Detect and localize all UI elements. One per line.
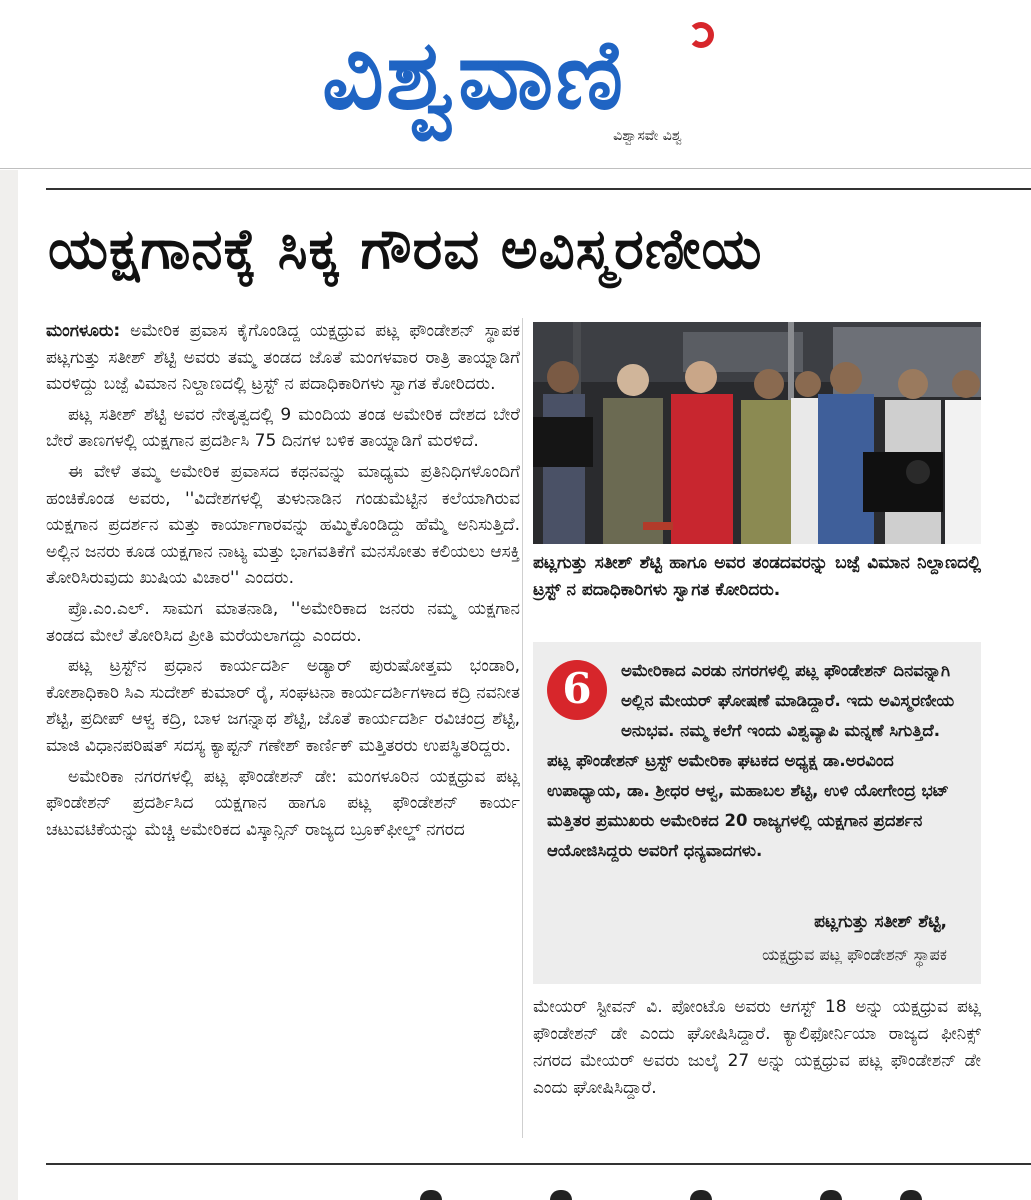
logo-tagline: ವಿಶ್ವಾಸವೇ ವಿಶ್ವ bbox=[613, 128, 682, 144]
article-paragraph-4: ಪ್ರೊ.ಎಂ.ಎಲ್. ಸಾಮಗ ಮಾತನಾಡಿ, ''ಅಮೇರಿಕಾದ ಜನರು ನಮ್ಮ ಯಕ್ಷಗಾನ ತಂಡದ ಮೇಲೆ ತೋರಿಸಿದ ಪ್ರೀತಿ ಮರೆಯಲಾಗದ್ದು ಎಂದರು. bbox=[46, 598, 520, 646]
page-margin-strip bbox=[0, 170, 18, 1200]
quote-icon-spacer bbox=[547, 656, 621, 744]
cutoff-glyph bbox=[420, 1190, 442, 1200]
quote-author-role: ಯಕ್ಷಧ್ರುವ ಪಟ್ಲ ಫೌಂಡೇಶನ್ ಸ್ಥಾಪಕ bbox=[762, 945, 947, 964]
article-continuation: ಮೇಯರ್ ಸ್ಟೀವನ್ ವಿ. ಪೋಂಟೊ ಅವರು ಆಗಸ್ಟ್ 18 ಅನ್ನು ಯಕ್ಷಧ್ರುವ ಪಟ್ಲ ಫೌಂಡೇಶನ್ ಡೇ ಎಂದು ಘೋಷಿಸಿದ್ದಾರೆ. ಕ್ಯಾಲಿಫೋರ್ನಿಯಾ ರಾಜ್ಯದ ಫೀನಿಕ್ಸ್ ನಗರದ ಮೇಯರ್ ಅವರು ಜುಲೈ 27 ಅನ್ನು ಯಕ್ಷಧ್ರುವ ಪಟ್ಲ ಫೌಂಡೇಶನ್ ಡೇ ಎಂದು ಘೋಷಿಸಿದ್ದಾರೆ. bbox=[533, 997, 981, 1098]
article-photo bbox=[533, 322, 981, 544]
pull-quote-box bbox=[533, 642, 981, 984]
photo-illustration bbox=[533, 322, 981, 544]
next-article-cutoff bbox=[380, 1190, 940, 1200]
cutoff-glyph bbox=[900, 1190, 922, 1200]
pull-quote-body: ಅಮೇರಿಕಾದ ಎರಡು ನಗರಗಳಲ್ಲಿ ಪಟ್ಲ ಫೌಂಡೇಶನ್ ದಿನವನ್ನಾಗಿ ಅಲ್ಲಿನ ಮೇಯರ್ ಘೋಷಣೆ ಮಾಡಿದ್ದಾರೆ. ಇದು ಅವಿಸ್ಮರಣೀಯ ಅನುಭವ. ನಮ್ಮ ಕಲೆಗೆ ಇಂದು ವಿಶ್ವವ್ಯಾಪಿ ಮನ್ನಣೆ ಸಿಗುತ್ತಿದೆ. ಪಟ್ಲ ಫೌಂಡೇಶನ್ ಟ್ರಸ್ಟ್ ಅಮೇರಿಕಾ ಘಟಕದ ಅಧ್ಯಕ್ಷ ಡಾ.ಅರವಿಂದ ಉಪಾಧ್ಯಾಯ, ಡಾ. ಶ್ರೀಧರ ಆಳ್ವ, ಮಹಾಬಲ ಶೆಟ್ಟಿ, ಉಳಿ ಯೋಗೇಂದ್ರ ಭಟ್ ಮತ್ತಿತರ ಪ್ರಮುಖರು ಅಮೇರಿಕದ 20 ರಾಜ್ಯಗಳಲ್ಲಿ ಯಕ್ಷಗಾನ ಪ್ರದರ್ಶನ ಆಯೋಜಿಸಿದ್ದರು ಅವರಿಗೆ ಧನ್ಯವಾದಗಳು. bbox=[547, 661, 955, 860]
cutoff-glyph bbox=[690, 1190, 712, 1200]
article-paragraph-5: ಪಟ್ಲ ಟ್ರಸ್ಟ್‌ನ ಪ್ರಧಾನ ಕಾರ್ಯದರ್ಶಿ ಅಡ್ಯಾರ್ ಪುರುಷೋತ್ತಮ ಭಂಡಾರಿ, ಕೋಶಾಧಿಕಾರಿ ಸಿಎ ಸುದೇಶ್ ಕುಮಾರ್ ರೈ, ಸಂಘಟನಾ ಕಾರ್ಯದರ್ಶಿಗಳಾದ ಕದ್ರಿ ನವನೀತ ಶೆಟ್ಟಿ, ಪ್ರದೀಪ್ ಆಳ್ವ ಕದ್ರಿ, ಬಾಳ ಜಗನ್ನಾಥ ಶೆಟ್ಟಿ, ಜೊತೆ ಕಾರ್ಯದರ್ಶಿ ರವಿಚಂದ್ರ ಶೆಟ್ಟಿ, ಮಾಜಿ ವಿಧಾನಪರಿಷತ್ ಸದಸ್ಯ ಕ್ಯಾಪ್ಟನ್ ಗಣೇಶ್ ಕಾರ್ಣಿಕ್ ಮತ್ತಿತರರು ಉಪಸ್ಥಿತರಿದ್ದರು. bbox=[46, 656, 520, 756]
logo-wordmark: ವಿಶ್ವವಾಣಿ bbox=[322, 19, 626, 131]
dateline: ಮಂಗಳೂರು: bbox=[46, 321, 121, 341]
cutoff-glyph bbox=[820, 1190, 842, 1200]
article-paragraph-6: ಅಮೇರಿಕಾ ನಗರಗಳಲ್ಲಿ ಪಟ್ಲ ಫೌಂಡೇಶನ್ ಡೇ: ಮಂಗಳೂರಿನ ಯಕ್ಷಧ್ರುವ ಪಟ್ಲ ಫೌಂಡೇಶನ್ ಪ್ರದರ್ಶಿಸಿದ ಯಕ್ಷಗಾನ ಹಾಗೂ ಪಟ್ಲ ಫೌಂಡೇಶನ್ ಕಾರ್ಯ ಚಟುವಟಿಕೆಯನ್ನು ಮೆಚ್ಚಿ ಅಮೇರಿಕದ ವಿಸ್ಕಾನ್ಸಿನ್ ರಾಜ್ಯದ ಬ್ರೂಕ್‌ಫೀಲ್ಡ್ ನಗರದ bbox=[46, 766, 520, 840]
photo-caption: ಪಟ್ಲಗುತ್ತು ಸತೀಶ್ ಶೆಟ್ಟಿ ಹಾಗೂ ಅವರ ತಂಡದವರನ್ನು ಬಜ್ಪೆ ವಿಮಾನ ನಿಲ್ದಾಣದಲ್ಲಿ ಟ್ರಸ್ಟ್ ನ ಪದಾಧಿಕಾರಿಗಳು ಸ್ವಾಗತ ಕೋರಿದರು. bbox=[533, 553, 981, 600]
masthead-rule bbox=[0, 168, 1031, 169]
article-bottom-rule bbox=[46, 1163, 1031, 1165]
column-divider bbox=[522, 318, 523, 1138]
quote-author: ಪಟ್ಲಗುತ್ತು ಸತೀಶ್ ಶೆಟ್ಟಿ, bbox=[814, 912, 947, 932]
article-body-left-column bbox=[46, 318, 520, 847]
cutoff-glyph bbox=[550, 1190, 572, 1200]
pull-quote-text bbox=[547, 656, 967, 866]
article-headline: ಯಕ್ಷಗಾನಕ್ಕೆ ಸಿಕ್ಕ ಗೌರವ ಅವಿಸ್ಮರಣೀಯ bbox=[48, 217, 763, 282]
article-paragraph-3: ಈ ವೇಳೆ ತಮ್ಮ ಅಮೇರಿಕ ಪ್ರವಾಸದ ಕಥನವನ್ನು ಮಾಧ್ಯಮ ಪ್ರತಿನಿಧಿಗಳೊಂದಿಗೆ ಹಂಚಿಕೊಂಡ ಅವರು, ''ವಿದೇಶಗಳಲ್ಲಿ ತುಳುನಾಡಿನ ಗಂಡುಮೆಟ್ಟಿನ ಕಲೆಯಾಗಿರುವ ಯಕ್ಷಗಾನ ಪ್ರದರ್ಶನ ಮತ್ತು ಕಾರ್ಯಾಗಾರವನ್ನು ಹಮ್ಮಿಕೊಂಡಿದ್ದು ಹೆಮ್ಮೆ ಅನಿಸುತ್ತಿದೆ. ಅಲ್ಲಿನ ಜನರು ಕೂಡ ಯಕ್ಷಗಾನ ನಾಟ್ಯ ಮತ್ತು ಭಾಗವತಿಕೆಗೆ ಮನಸೋತು ಕಲಿಯಲು ಆಸಕ್ತಿ ತೋರಿಸಿರುವುದು ಖುಷಿಯ ವಿಚಾರ'' ಎಂದರು. bbox=[46, 461, 520, 589]
logo-accent-icon bbox=[688, 22, 714, 48]
article-paragraph-2: ಪಟ್ಲ ಸತೀಶ್ ಶೆಟ್ಟಿ ಅವರ ನೇತೃತ್ವದಲ್ಲಿ 9 ಮಂದಿಯ ತಂಡ ಅಮೇರಿಕ ದೇಶದ ಬೇರೆ ಬೇರೆ ತಾಣಗಳಲ್ಲಿ ಯಕ್ಷಗಾನ ಪ್ರದರ್ಶಿಸಿ 75 ದಿನಗಳ ಬಳಿಕ ತಾಯ್ನಾಡಿಗೆ ಮರಳಿದೆ. bbox=[46, 404, 520, 452]
paragraph-text: ಅಮೇರಿಕ ಪ್ರವಾಸ ಕೈಗೊಂಡಿದ್ದ ಯಕ್ಷಧ್ರುವ ಪಟ್ಲ ಫೌಂಡೇಶನ್ ಸ್ಥಾಪಕ ಪಟ್ಲಗುತ್ತು ಸತೀಶ್ ಶೆಟ್ಟಿ ಅವರು ತಮ್ಮ ತಂಡದ ಜೊತೆ ಮಂಗಳವಾರ ರಾತ್ರಿ ತಾಯ್ನಾಡಿಗೆ ಮರಳಿದ್ದು ಬಜ್ಪೆ ವಿಮಾನ ನಿಲ್ದಾಣದಲ್ಲಿ ಟ್ರಸ್ಟ್ ನ ಪದಾಧಿಕಾರಿಗಳು ಸ್ವಾಗತ ಕೋರಿದರು. bbox=[46, 321, 520, 395]
headline-rule bbox=[46, 188, 1031, 190]
quote-glyph: 6 bbox=[562, 664, 592, 713]
newspaper-logo bbox=[322, 20, 722, 150]
masthead bbox=[0, 0, 1031, 170]
article-paragraph-1 bbox=[46, 318, 520, 398]
